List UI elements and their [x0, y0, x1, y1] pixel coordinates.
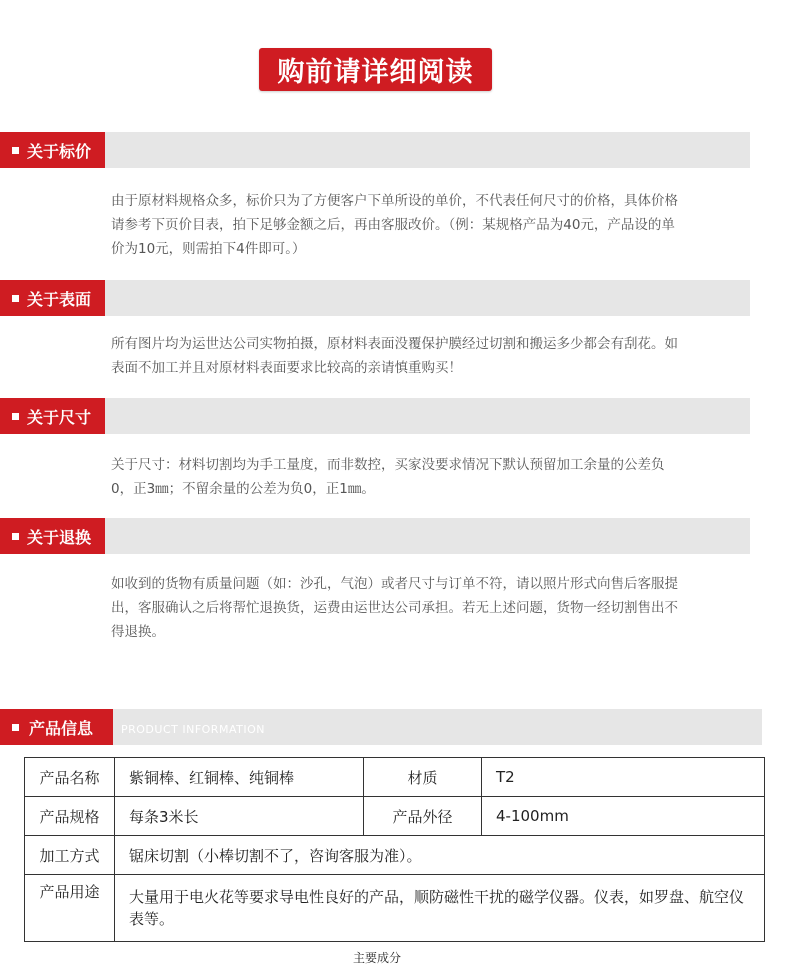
bullet-square-icon: [12, 724, 19, 731]
diameter-label: 产品外径: [364, 797, 482, 836]
section-body-price: 由于原材料规格众多，标价只为了方便客户下单所设的单价，不代表任何尺寸的价格，具体价格请参考下页价目表，拍下足够金额之后，再由客服改价。（例：某规格产品为40元，产品设的单价为10元，则需拍下4件即可。）: [111, 193, 678, 257]
section-title: 关于标价: [27, 141, 92, 161]
bullet-square-icon: [12, 147, 19, 154]
process-label: 加工方式: [25, 836, 115, 875]
name-label: 产品名称: [25, 758, 115, 797]
material-value: T2: [482, 758, 765, 797]
section-header-size: [0, 398, 750, 434]
page-banner-title: 购前请详细阅读: [259, 48, 492, 91]
table-row: [25, 836, 765, 875]
table-row: [25, 875, 765, 942]
composition-heading: 主要成分: [353, 951, 402, 965]
product-info-subtitle: PRODUCT INFORMATION: [121, 723, 265, 736]
spec-label: 产品规格: [25, 797, 115, 836]
section-body-returns: 如收到的货物有质量问题（如：沙孔，气泡）或者尺寸与订单不符，请以照片形式向售后客服提出，客服确认之后将帮忙退换货，运费由运世达公司承担。若无上述问题，货物一经切割售出不得退换。: [111, 576, 678, 640]
name-value: 紫铜棒、红铜棒、纯铜棒: [115, 758, 364, 797]
section-header-price: [0, 132, 750, 168]
section-title: 关于尺寸: [27, 407, 92, 427]
product-spec-table: [24, 757, 765, 942]
spec-value: 每条3米长: [115, 797, 364, 836]
material-label: 材质: [364, 758, 482, 797]
section-body-surface: 所有图片均为运世达公司实物拍摄，原材料表面没覆保护膜经过切割和搬运多少都会有刮花。如表面不加工并且对原材料表面要求比较高的亲请慎重购买！: [111, 336, 678, 376]
usage-label: 产品用途: [25, 875, 115, 942]
diameter-value: 4-100mm: [482, 797, 765, 836]
section-title: 关于退换: [27, 527, 92, 547]
section-body-size: 关于尺寸：材料切割均为手工量度，而非数控，买家没要求情况下默认预留加工余量的公差负0，正3㎜；不留余量的公差为负0，正1㎜。: [111, 457, 665, 497]
table-row: [25, 758, 765, 797]
process-value: 锯床切割（小棒切割不了，咨询客服为准）。: [115, 836, 765, 875]
section-header-surface: [0, 280, 750, 316]
usage-value: 大量用于电火花等要求导电性良好的产品，顺防磁性干扰的磁学仪器。仪表，如罗盘、航空仪表等。: [115, 875, 765, 942]
product-info-title: 产品信息: [29, 718, 94, 738]
table-row: [25, 797, 765, 836]
bullet-square-icon: [12, 295, 19, 302]
section-header-returns: [0, 518, 750, 554]
bullet-square-icon: [12, 533, 19, 540]
bullet-square-icon: [12, 413, 19, 420]
product-info-header: [0, 709, 762, 745]
section-title: 关于表面: [27, 289, 92, 309]
